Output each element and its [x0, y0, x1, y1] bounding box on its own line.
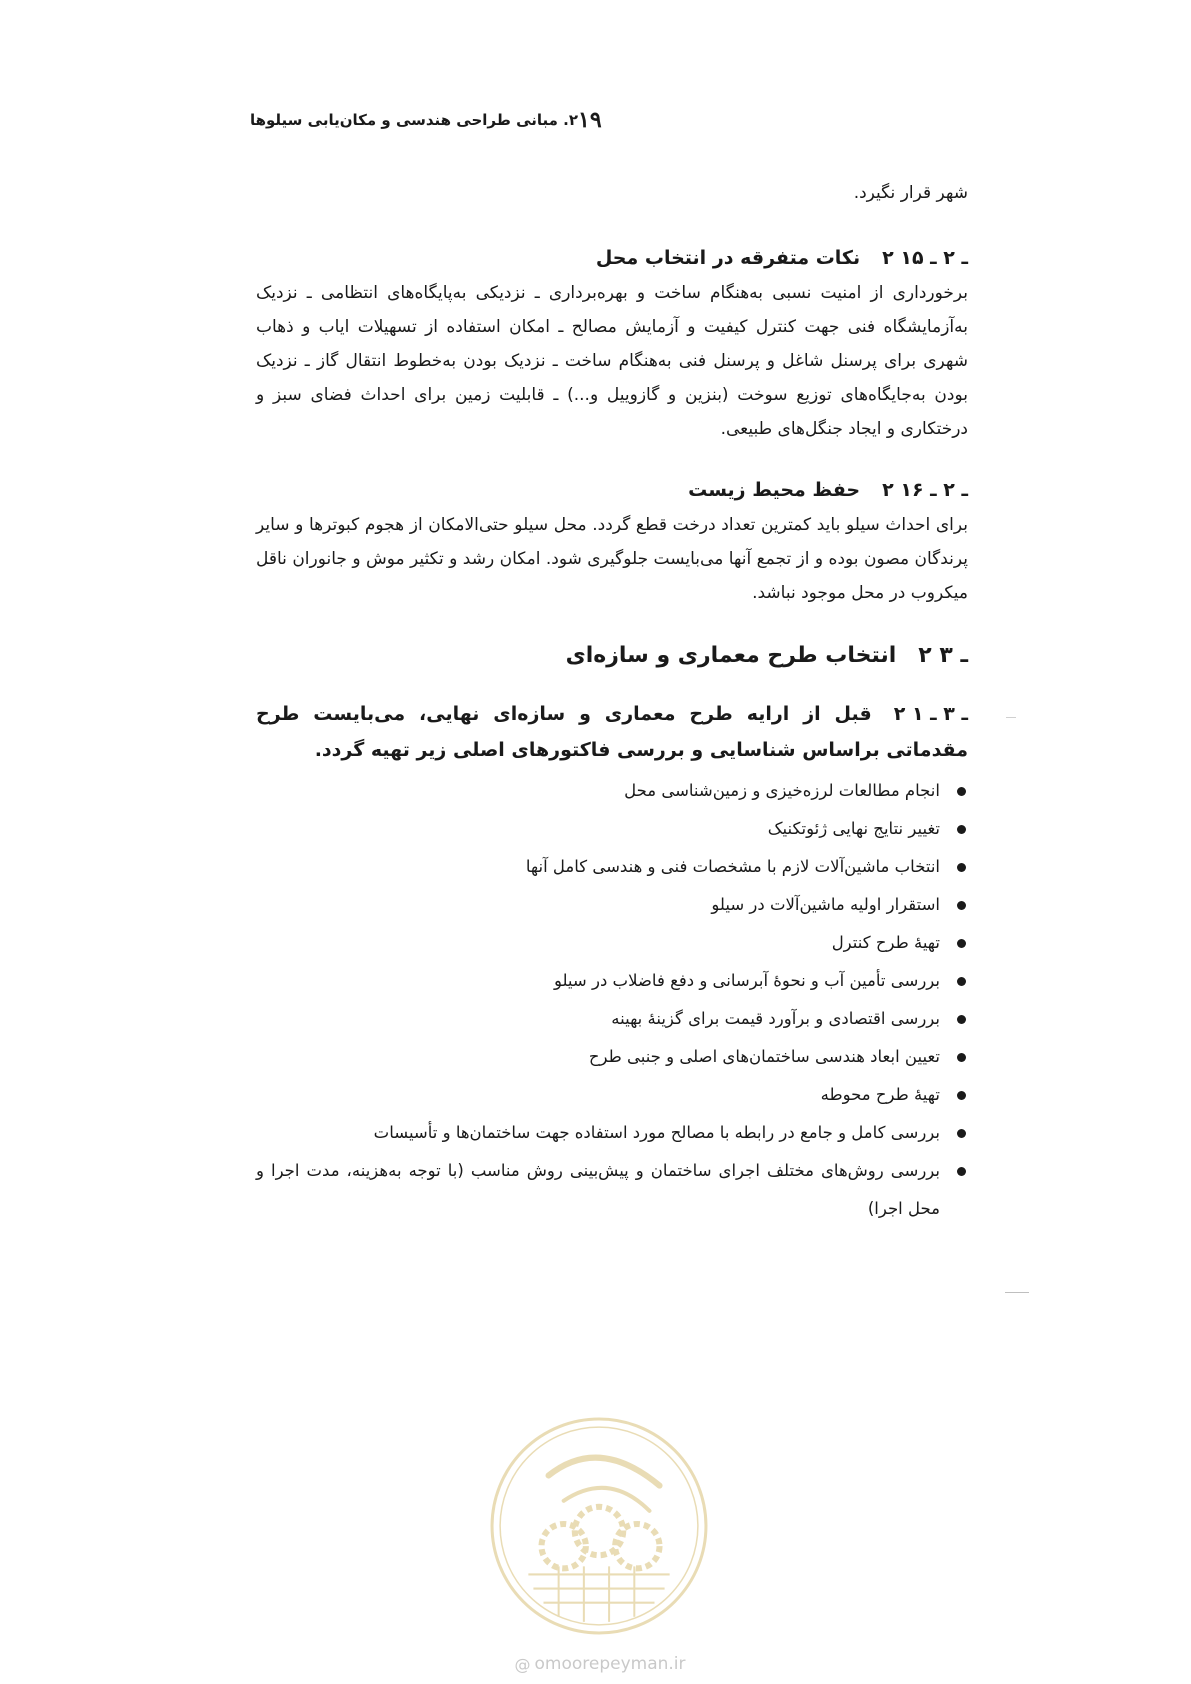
- section-number: ۲ ـ ۲ ـ ۱۵: [882, 247, 968, 269]
- list-item-text: انجام مطالعات لرزه‌خیزی و زمین‌شناسی محل: [624, 781, 940, 800]
- watermark-url: [480, 1653, 720, 1675]
- section-2-2-15: [256, 240, 968, 446]
- bullet-icon: [957, 1167, 966, 1176]
- watermark-seal-icon: [488, 1415, 710, 1637]
- subsection-lead: [256, 696, 968, 768]
- list-item: [256, 1076, 968, 1114]
- list-item-text: تعیین ابعاد هندسی ساختمان‌های اصلی و جنبی طرح: [588, 1047, 940, 1066]
- section-number: ۲ ـ ۲ ـ ۱۶: [882, 479, 968, 501]
- page-number: ۱۹: [578, 107, 602, 133]
- continuation-text: شهر قرار نگیرد.: [853, 183, 968, 203]
- list-item-text: بررسی کامل و جامع در رابطه با مصالح مورد استفاده جهت ساختمان‌ها و تأسیسات: [373, 1123, 940, 1142]
- chapter-section-number: ۲ ـ ۳: [918, 643, 968, 668]
- list-item: [256, 924, 968, 962]
- list-item-text: تغییر نتایج نهایی ژئوتکنیک: [767, 819, 940, 838]
- list-item-text: بررسی تأمین آب و نحوهٔ آبرسانی و دفع فاضلاب در سیلو: [553, 971, 940, 990]
- bullet-icon: [957, 863, 966, 872]
- bullet-icon: [957, 901, 966, 910]
- list-item: [256, 1152, 968, 1228]
- watermark-url-text: omoorepeyman.ir: [534, 1654, 686, 1674]
- list-item-text: تهیهٔ طرح کنترل: [831, 933, 940, 952]
- list-item-text: بررسی روش‌های مختلف اجرای ساختمان و پیش‌بینی روش مناسب (با توجه به‌هزینه، مدت اجرا و محل اجرا): [256, 1161, 940, 1218]
- section-body: برای احداث سیلو باید کمترین تعداد درخت قطع گردد. محل سیلو حتی‌الامکان از هجوم کبوترها و سایر پرندگان مصون بوده و از تجمع آنها می‌بایست جلوگیری شود. امکان رشد و تکثیر موش و جانوران ناقل میکروب در محل موجود نباشد.: [256, 515, 968, 603]
- bullet-icon: [957, 977, 966, 986]
- page-body: [256, 176, 968, 1228]
- subsection-lead-text: قبل از ارایه طرح معماری و سازه‌ای نهایی، می‌بایست طرح مقدماتی براساس شناسایی و بررسی فاکتورهای اصلی زیر تهیه گردد.: [256, 703, 968, 761]
- list-item-text: استقرار اولیه ماشین‌آلات در سیلو: [711, 895, 940, 914]
- list-item: [256, 772, 968, 810]
- list-item: [256, 962, 968, 1000]
- subsection-number: ۲ ـ ۳ ـ ۱: [893, 703, 968, 725]
- bullet-icon: [957, 1129, 966, 1138]
- bullet-icon: [957, 825, 966, 834]
- list-item: [256, 848, 968, 886]
- margin-mark: [1005, 1292, 1029, 1293]
- section-heading: [256, 472, 968, 508]
- section-title: حفظ محیط زیست: [688, 479, 861, 501]
- list-item: [256, 1038, 968, 1076]
- section-title: نکات متفرقه در انتخاب محل: [595, 247, 861, 269]
- running-header-title: ۲. مبانی طراحی هندسی و مکان‌یابی سیلوها: [250, 111, 579, 129]
- chapter-section-title: انتخاب طرح معماری و سازه‌ای: [565, 643, 897, 668]
- bullet-icon: [957, 1015, 966, 1024]
- running-header: [250, 106, 602, 134]
- list-item-text: انتخاب ماشین‌آلات لازم با مشخصات فنی و هندسی کامل آنها: [525, 857, 940, 876]
- list-item: [256, 1000, 968, 1038]
- list-item-text: بررسی اقتصادی و برآورد قیمت برای گزینهٔ بهینه: [611, 1009, 940, 1028]
- list-item: [256, 810, 968, 848]
- margin-mark: [1006, 717, 1016, 718]
- list-item-text: تهیهٔ طرح محوطه: [820, 1085, 940, 1104]
- bullet-icon: [957, 787, 966, 796]
- bullet-icon: [957, 1053, 966, 1062]
- factor-list: [256, 772, 968, 1228]
- list-item: [256, 1114, 968, 1152]
- at-icon: @: [514, 1654, 531, 1674]
- bullet-icon: [957, 939, 966, 948]
- section-heading: [256, 240, 968, 276]
- section-2-2-16: [256, 472, 968, 610]
- section-body: برخورداری از امنیت نسبی به‌هنگام ساخت و بهره‌برداری ـ نزدیکی به‌پایگاه‌های انتظامی ـ نزدیک به‌آزمایشگاه فنی جهت کنترل کیفیت و آزمایش مصالح ـ امکان استفاده از تسهیلات ایاب و ذهاب شهری برای پرسنل شاغل و پرسنل فنی به‌هنگام ساخت ـ نزدیک بودن به‌خطوط انتقال گاز ـ نزدیک بودن به‌جایگاه‌های توزیع سوخت (بنزین و گازوییل و...) ـ قابلیت زمین برای احداث فضای سبز و درختکاری و ایجاد جنگل‌های طبیعی.: [256, 283, 968, 439]
- chapter-section-heading: [256, 636, 968, 676]
- bullet-icon: [957, 1091, 966, 1100]
- list-item: [256, 886, 968, 924]
